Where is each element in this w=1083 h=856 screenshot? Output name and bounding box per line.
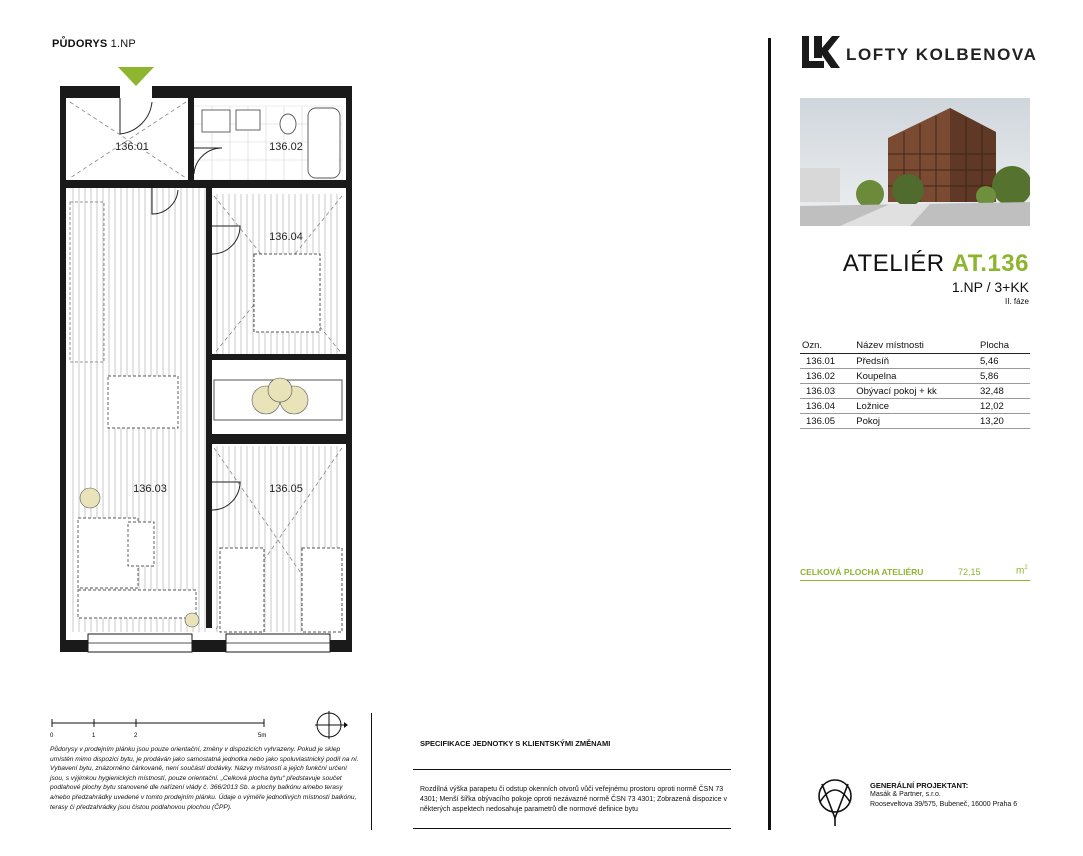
cell-code: 136.03 [800, 384, 854, 399]
unit-type: 1.NP / 3+KK [951, 279, 1029, 295]
lofty-kolbenova-logo-icon [800, 34, 840, 70]
spec-title: SPECIFIKACE JEDNOTKY S KLIENTSKÝMI ZMĚNAMI [420, 739, 611, 748]
scale-tick-label: 5m [258, 733, 267, 739]
designer-title: GENERÁLNÍ PROJEKTANT: [870, 781, 969, 790]
room-label-136-01: 136.01 [115, 141, 149, 153]
room-label-136-03: 136.03 [133, 483, 167, 495]
cell-area: 12,02 [978, 399, 1030, 414]
cell-room-name: Koupelna [854, 369, 978, 384]
cell-code: 136.01 [800, 354, 854, 369]
total-area-unit: $m^2$ [1016, 565, 1028, 577]
room-label-136-05: 136.05 [269, 483, 303, 495]
north-compass-icon [314, 710, 348, 740]
rooms-table [800, 339, 1030, 429]
cell-room-name: Obývací pokoj + kk [854, 384, 978, 399]
spec-text: Rozdílná výška parapetu či odstup okenních otvorů vůči veřejnému prostoru oproti normě ČSN 73 4301; Menší šířka obývacího pokoje oproti nezávazné normě ČSN 73 4301; Zobrazená dispozice v některých aspektech nedosahuje parametrů dle normové definice bytu [420, 786, 728, 813]
cell-area: 5,86 [978, 369, 1030, 384]
table-row [800, 414, 1030, 429]
cell-area: 5,46 [978, 354, 1030, 369]
table-row [800, 399, 1030, 414]
total-area-label: CELKOVÁ PLOCHA ATELIÉRU [800, 567, 924, 577]
scale-bar [50, 715, 280, 739]
table-row [800, 354, 1030, 369]
disclaimer-text: Půdorysy v prodejním plánku jsou pouze orientační, změny v dispozicích vyhrazeny. Pokud je sklep umístěn mimo dispozici bytu, je prodáván jako samostatná jednotka nebo jako spoluvlastnický podíl na ní. Vybavení bytu, znázorněno čárkovaně, není součástí dodávky. Názvy místností a jejich funkční určení jsou, s výjimkou hygienických místností, pouze orientační. „Celková plocha bytu“ představuje součet podlahové plochy bytu stanovené dle nařízení vlády č. 366/2013 Sb. a plochy balkónu a/nebo terasy a/nebo předzahrádky uvedené v tomto prodejním plánku. Údaje o výměře jednotlivých místností balkónu, terasy či předzahrádky jsou čistou podlahovou plochou (ČPP). [50, 746, 359, 811]
table-header-row [800, 339, 1030, 354]
scale-tick-label: 2 [134, 733, 138, 739]
footer-divider [371, 713, 372, 830]
floor-plan-drawing [40, 62, 360, 662]
unit-phase: II. fáze [1004, 297, 1029, 306]
cell-room-name: Předsíň [854, 354, 978, 369]
spec-divider-bottom [413, 828, 731, 829]
scale-tick-label: 0 [50, 733, 54, 739]
total-underline [800, 580, 1030, 581]
vertical-divider [768, 38, 771, 830]
cell-room-name: Pokoj [854, 414, 978, 429]
brand-name: LOFTY KOLBENOVA [846, 45, 1038, 64]
plan-title: PŮDORYS 1.NP [52, 38, 136, 50]
header-area: Plocha [978, 339, 1030, 354]
designer-logo-icon [812, 774, 858, 828]
cell-area: 32,48 [978, 384, 1030, 399]
building-photo [800, 98, 1030, 226]
header-room-name: Název místnosti [854, 339, 978, 354]
designer-name: Masák & Partner, s.r.o. [870, 791, 941, 798]
unit-title: ATELIÉR AT.136 [842, 250, 1029, 277]
room-label-136-04: 136.04 [269, 231, 303, 243]
table-row [800, 369, 1030, 384]
cell-room-name: Ložnice [854, 399, 978, 414]
cell-area: 13,20 [978, 414, 1030, 429]
header-code: Ozn. [800, 339, 854, 354]
designer-address: Rooseveltova 39/575, Bubeneč, 16000 Praha 6 [870, 801, 1018, 808]
cell-code: 136.04 [800, 399, 854, 414]
scale-tick-label: 1 [92, 733, 96, 739]
cell-code: 136.02 [800, 369, 854, 384]
total-area-value: 72,15 [958, 567, 981, 577]
spec-divider-top [413, 769, 731, 770]
room-label-136-02: 136.02 [269, 141, 303, 153]
table-row [800, 384, 1030, 399]
cell-code: 136.05 [800, 414, 854, 429]
